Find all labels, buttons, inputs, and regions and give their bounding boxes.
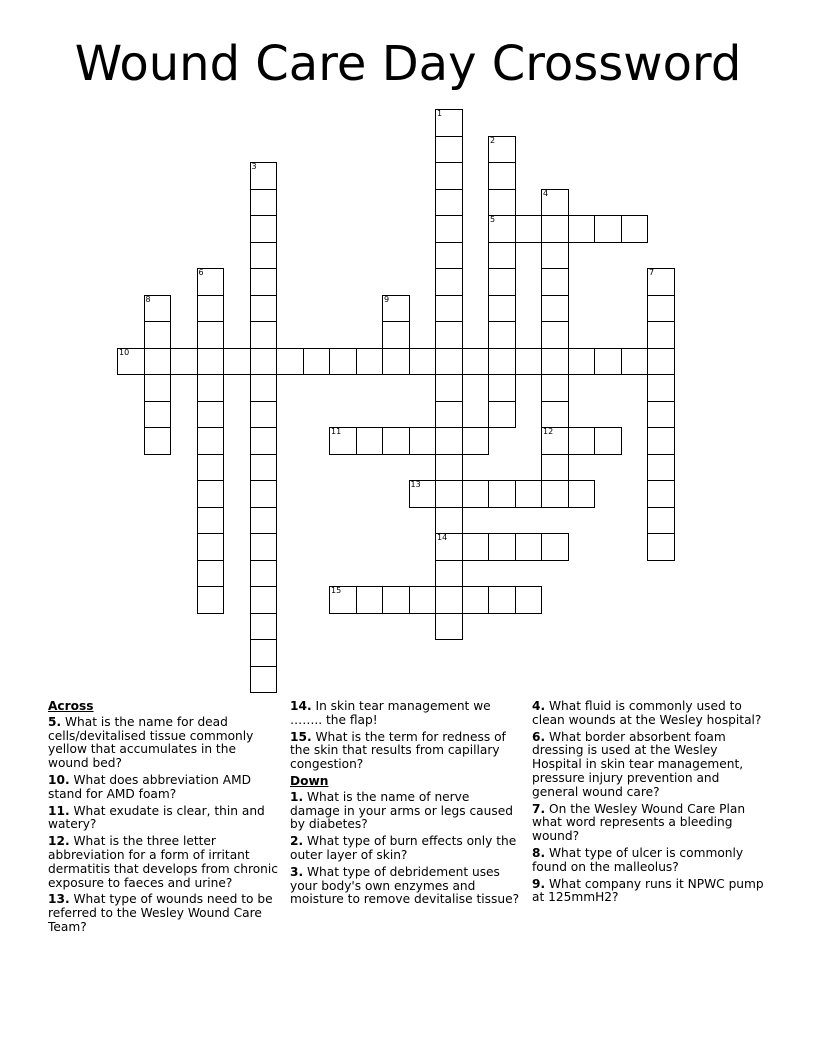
grid-cell[interactable] xyxy=(568,480,596,508)
grid-cell[interactable] xyxy=(250,348,278,376)
grid-cell[interactable] xyxy=(541,215,569,243)
grid-cell[interactable] xyxy=(647,348,675,376)
grid-cell[interactable] xyxy=(488,242,516,270)
grid-cell[interactable] xyxy=(488,162,516,190)
grid-cell[interactable] xyxy=(541,480,569,508)
grid-cell[interactable] xyxy=(488,189,516,217)
grid-cell[interactable] xyxy=(541,295,569,323)
grid-cell[interactable] xyxy=(303,348,331,376)
grid-cell[interactable] xyxy=(356,586,384,614)
grid-cell[interactable] xyxy=(515,215,543,243)
grid-cell[interactable] xyxy=(647,374,675,402)
grid-cell[interactable] xyxy=(435,480,463,508)
grid-cell[interactable] xyxy=(250,268,278,296)
grid-cell[interactable] xyxy=(197,480,225,508)
cell-number: 13 xyxy=(410,480,421,489)
grid-cell[interactable] xyxy=(197,321,225,349)
cell-number: 7 xyxy=(649,268,655,277)
grid-cell[interactable] xyxy=(250,613,278,641)
clue-number: 3. xyxy=(290,864,304,879)
grid-cell[interactable] xyxy=(409,427,437,455)
grid-cell[interactable] xyxy=(515,348,543,376)
clue-across-11 xyxy=(48,805,280,833)
grid-cell[interactable] xyxy=(647,321,675,349)
grid-cell[interactable] xyxy=(144,374,172,402)
clue-down-9 xyxy=(532,878,768,906)
clue-down-8 xyxy=(532,847,768,875)
grid-cell[interactable] xyxy=(250,560,278,588)
grid-cell[interactable] xyxy=(435,162,463,190)
cell-number: 2 xyxy=(490,135,496,145)
grid-cell[interactable] xyxy=(409,480,437,508)
grid-cell[interactable] xyxy=(488,374,516,402)
grid-cell[interactable] xyxy=(647,480,675,508)
grid-cell[interactable] xyxy=(488,136,516,164)
clue-text: What border absorbent foam dressing is used at the Wesley Hospital in skin tear management, pressure injury prevention and general wound care? xyxy=(532,729,744,799)
grid-cell[interactable] xyxy=(435,348,463,376)
grid-cell[interactable] xyxy=(250,401,278,429)
puzzle-title: Wound Care Day Crossword xyxy=(74,36,742,92)
grid-cell[interactable] xyxy=(647,268,675,296)
grid-cell[interactable] xyxy=(488,295,516,323)
clue-number: 8. xyxy=(532,845,546,860)
grid-cell[interactable] xyxy=(462,480,490,508)
clue-text: What exudate is clear, thin and watery? xyxy=(48,803,265,832)
grid-cell[interactable] xyxy=(568,348,596,376)
clue-number: 1. xyxy=(290,789,304,804)
grid-cell[interactable] xyxy=(647,533,675,561)
clue-across-12 xyxy=(48,835,280,890)
clue-text: What is the three letter abbreviation for a form of irritant dermatitis that develops from chronic exposure to faeces and urine? xyxy=(48,834,278,890)
grid-cell[interactable] xyxy=(144,401,172,429)
grid-cell[interactable] xyxy=(462,533,490,561)
grid-cell[interactable] xyxy=(488,480,516,508)
clue-text: What is the name of nerve damage in your arms or legs caused by diabetes? xyxy=(290,789,513,832)
down-heading: Down xyxy=(290,773,329,788)
grid-cell[interactable] xyxy=(197,427,225,455)
clue-text: In skin tear management we …….. the flap! xyxy=(290,699,491,727)
grid-cell[interactable] xyxy=(197,454,225,482)
grid-cell[interactable] xyxy=(541,242,569,270)
grid-cell[interactable] xyxy=(329,586,357,614)
grid-cell[interactable] xyxy=(170,348,198,376)
grid-cell[interactable] xyxy=(223,348,251,376)
grid-cell[interactable] xyxy=(462,348,490,376)
grid-cell[interactable] xyxy=(382,321,410,349)
grid-cell[interactable] xyxy=(594,348,622,376)
grid-cell[interactable] xyxy=(568,215,596,243)
grid-cell[interactable] xyxy=(462,427,490,455)
grid-cell[interactable] xyxy=(647,401,675,429)
grid-cell[interactable] xyxy=(647,427,675,455)
clue-text: What type of wounds need to be referred to the Wesley Wound Care Team? xyxy=(48,892,273,934)
grid-cell[interactable] xyxy=(541,374,569,402)
grid-cell[interactable] xyxy=(276,348,304,376)
grid-cell[interactable] xyxy=(435,215,463,243)
clue-number: 10. xyxy=(48,772,70,787)
grid-cell[interactable] xyxy=(197,507,225,535)
grid-cell[interactable] xyxy=(488,586,516,614)
grid-cell[interactable] xyxy=(435,586,463,614)
grid-cell[interactable] xyxy=(197,533,225,561)
grid-cell[interactable] xyxy=(647,507,675,535)
grid-cell[interactable] xyxy=(250,321,278,349)
clue-number: 7. xyxy=(532,801,546,816)
grid-cell[interactable] xyxy=(621,215,649,243)
clues-column-3 xyxy=(532,700,768,908)
grid-cell[interactable] xyxy=(197,401,225,429)
grid-cell[interactable] xyxy=(515,586,543,614)
grid-cell[interactable] xyxy=(541,268,569,296)
clues-column-1 xyxy=(48,700,280,938)
grid-cell[interactable] xyxy=(568,427,596,455)
cell-number: 10 xyxy=(119,347,130,357)
grid-cell[interactable] xyxy=(435,189,463,217)
grid-cell[interactable] xyxy=(488,348,516,376)
grid-cell[interactable] xyxy=(435,533,463,561)
grid-cell[interactable] xyxy=(197,348,225,376)
grid-cell[interactable] xyxy=(250,533,278,561)
grid-cell[interactable] xyxy=(435,613,463,641)
grid-cell[interactable] xyxy=(435,268,463,296)
grid-cell[interactable] xyxy=(197,586,225,614)
clue-across-14 xyxy=(290,700,522,728)
grid-cell[interactable] xyxy=(197,560,225,588)
grid-cell[interactable] xyxy=(382,586,410,614)
grid-cell[interactable] xyxy=(541,454,569,482)
clue-across-10 xyxy=(48,774,280,802)
grid-cell[interactable] xyxy=(435,242,463,270)
grid-cell[interactable] xyxy=(250,586,278,614)
grid-cell[interactable] xyxy=(356,348,384,376)
grid-cell[interactable] xyxy=(541,189,569,217)
cell-number: 5 xyxy=(490,215,496,224)
grid-cell[interactable] xyxy=(250,427,278,455)
grid-cell[interactable] xyxy=(144,321,172,349)
clue-text: What is the term for redness of the skin that results from capillary congestion? xyxy=(290,729,506,772)
cell-number: 6 xyxy=(198,268,204,277)
grid-cell[interactable] xyxy=(435,401,463,429)
grid-cell[interactable] xyxy=(117,348,145,376)
clue-number: 12. xyxy=(48,834,70,849)
grid-cell[interactable] xyxy=(197,295,225,323)
grid-cell[interactable] xyxy=(647,454,675,482)
grid-cell[interactable] xyxy=(488,268,516,296)
grid-cell[interactable] xyxy=(488,401,516,429)
clue-number: 14. xyxy=(290,699,312,713)
grid-cell[interactable] xyxy=(488,215,516,243)
grid-cell[interactable] xyxy=(541,321,569,349)
clue-down-6 xyxy=(532,731,768,800)
grid-cell[interactable] xyxy=(541,401,569,429)
clue-text: On the Wesley Wound Care Plan what word represents a bleeding wound? xyxy=(532,801,746,844)
grid-cell[interactable] xyxy=(541,427,569,455)
grid-cell[interactable] xyxy=(329,348,357,376)
clue-number: 6. xyxy=(532,729,546,744)
grid-cell[interactable] xyxy=(435,507,463,535)
grid-cell[interactable] xyxy=(144,295,172,323)
grid-cell[interactable] xyxy=(515,480,543,508)
clues-column-2 xyxy=(290,700,522,910)
clue-number: 4. xyxy=(532,699,546,713)
clue-across-5 xyxy=(48,716,280,771)
grid-cell[interactable] xyxy=(250,242,278,270)
clue-down-4 xyxy=(532,700,768,728)
grid-cell[interactable] xyxy=(594,427,622,455)
grid-cell[interactable] xyxy=(515,533,543,561)
clue-text: What is the name for dead cells/devitalised tissue commonly yellow that accumulates in the wound bed? xyxy=(48,714,254,771)
grid-cell[interactable] xyxy=(250,295,278,323)
grid-cell[interactable] xyxy=(435,136,463,164)
grid-cell[interactable] xyxy=(382,295,410,323)
grid-cell[interactable] xyxy=(329,427,357,455)
clue-number: 2. xyxy=(290,834,304,849)
cell-number: 15 xyxy=(331,586,342,595)
grid-cell[interactable] xyxy=(250,215,278,243)
cell-number: 4 xyxy=(543,188,549,198)
grid-cell[interactable] xyxy=(541,533,569,561)
cell-number: 14 xyxy=(437,533,448,542)
clue-text: What does abbreviation AMD stand for AMD foam? xyxy=(48,772,251,801)
grid-cell[interactable] xyxy=(197,268,225,296)
clue-number: 11. xyxy=(48,803,70,818)
cell-number: 3 xyxy=(251,162,257,171)
grid-cell[interactable] xyxy=(250,162,278,190)
clues-section xyxy=(0,700,816,1000)
cell-number: 11 xyxy=(331,427,342,436)
clue-down-7 xyxy=(532,803,768,844)
clue-number: 5. xyxy=(48,714,62,729)
grid-cell[interactable] xyxy=(435,321,463,349)
grid-cell[interactable] xyxy=(647,295,675,323)
grid-cell[interactable] xyxy=(621,348,649,376)
grid-cell[interactable] xyxy=(488,533,516,561)
grid-cell[interactable] xyxy=(594,215,622,243)
grid-cell[interactable] xyxy=(144,427,172,455)
clue-across-15 xyxy=(290,731,522,772)
clue-number: 9. xyxy=(532,876,546,891)
cell-number: 1 xyxy=(437,109,443,118)
grid-cell[interactable] xyxy=(409,348,437,376)
grid-cell[interactable] xyxy=(382,348,410,376)
clue-text: What type of debridement uses your body's own enzymes and moisture to remove devitalise tissue? xyxy=(290,864,520,907)
grid-cell[interactable] xyxy=(435,109,463,137)
cell-number: 12 xyxy=(543,427,554,436)
across-heading: Across xyxy=(48,699,94,713)
grid-cell[interactable] xyxy=(382,427,410,455)
cell-number: 9 xyxy=(384,294,390,304)
clue-number: 15. xyxy=(290,729,312,744)
grid-cell[interactable] xyxy=(541,348,569,376)
grid-cell[interactable] xyxy=(144,348,172,376)
grid-cell[interactable] xyxy=(356,427,384,455)
clue-text: What type of ulcer is commonly found on the malleolus? xyxy=(532,845,744,874)
grid-cell[interactable] xyxy=(435,427,463,455)
clue-text: What company runs it NPWC pump at 125mmH2? xyxy=(532,876,764,905)
clue-down-2 xyxy=(290,835,522,863)
grid-cell[interactable] xyxy=(250,507,278,535)
grid-cell[interactable] xyxy=(250,374,278,402)
grid-cell[interactable] xyxy=(250,666,278,694)
clue-across-13 xyxy=(48,893,280,934)
grid-cell[interactable] xyxy=(250,639,278,667)
clue-text: What fluid is commonly used to clean wounds at the Wesley hospital? xyxy=(532,699,762,727)
cell-number: 8 xyxy=(145,294,151,304)
grid-cell[interactable] xyxy=(435,560,463,588)
grid-cell[interactable] xyxy=(462,586,490,614)
grid-cell[interactable] xyxy=(250,189,278,217)
grid-cell[interactable] xyxy=(250,454,278,482)
grid-cell[interactable] xyxy=(250,480,278,508)
grid-cell[interactable] xyxy=(488,321,516,349)
clue-number: 13. xyxy=(48,892,70,907)
grid-cell[interactable] xyxy=(197,374,225,402)
clue-down-3 xyxy=(290,866,522,907)
grid-cell[interactable] xyxy=(435,374,463,402)
grid-cell[interactable] xyxy=(435,295,463,323)
clue-down-1 xyxy=(290,791,522,832)
grid-cell[interactable] xyxy=(409,586,437,614)
clue-text: What type of burn effects only the outer layer of skin? xyxy=(290,834,517,862)
grid-cell[interactable] xyxy=(435,454,463,482)
